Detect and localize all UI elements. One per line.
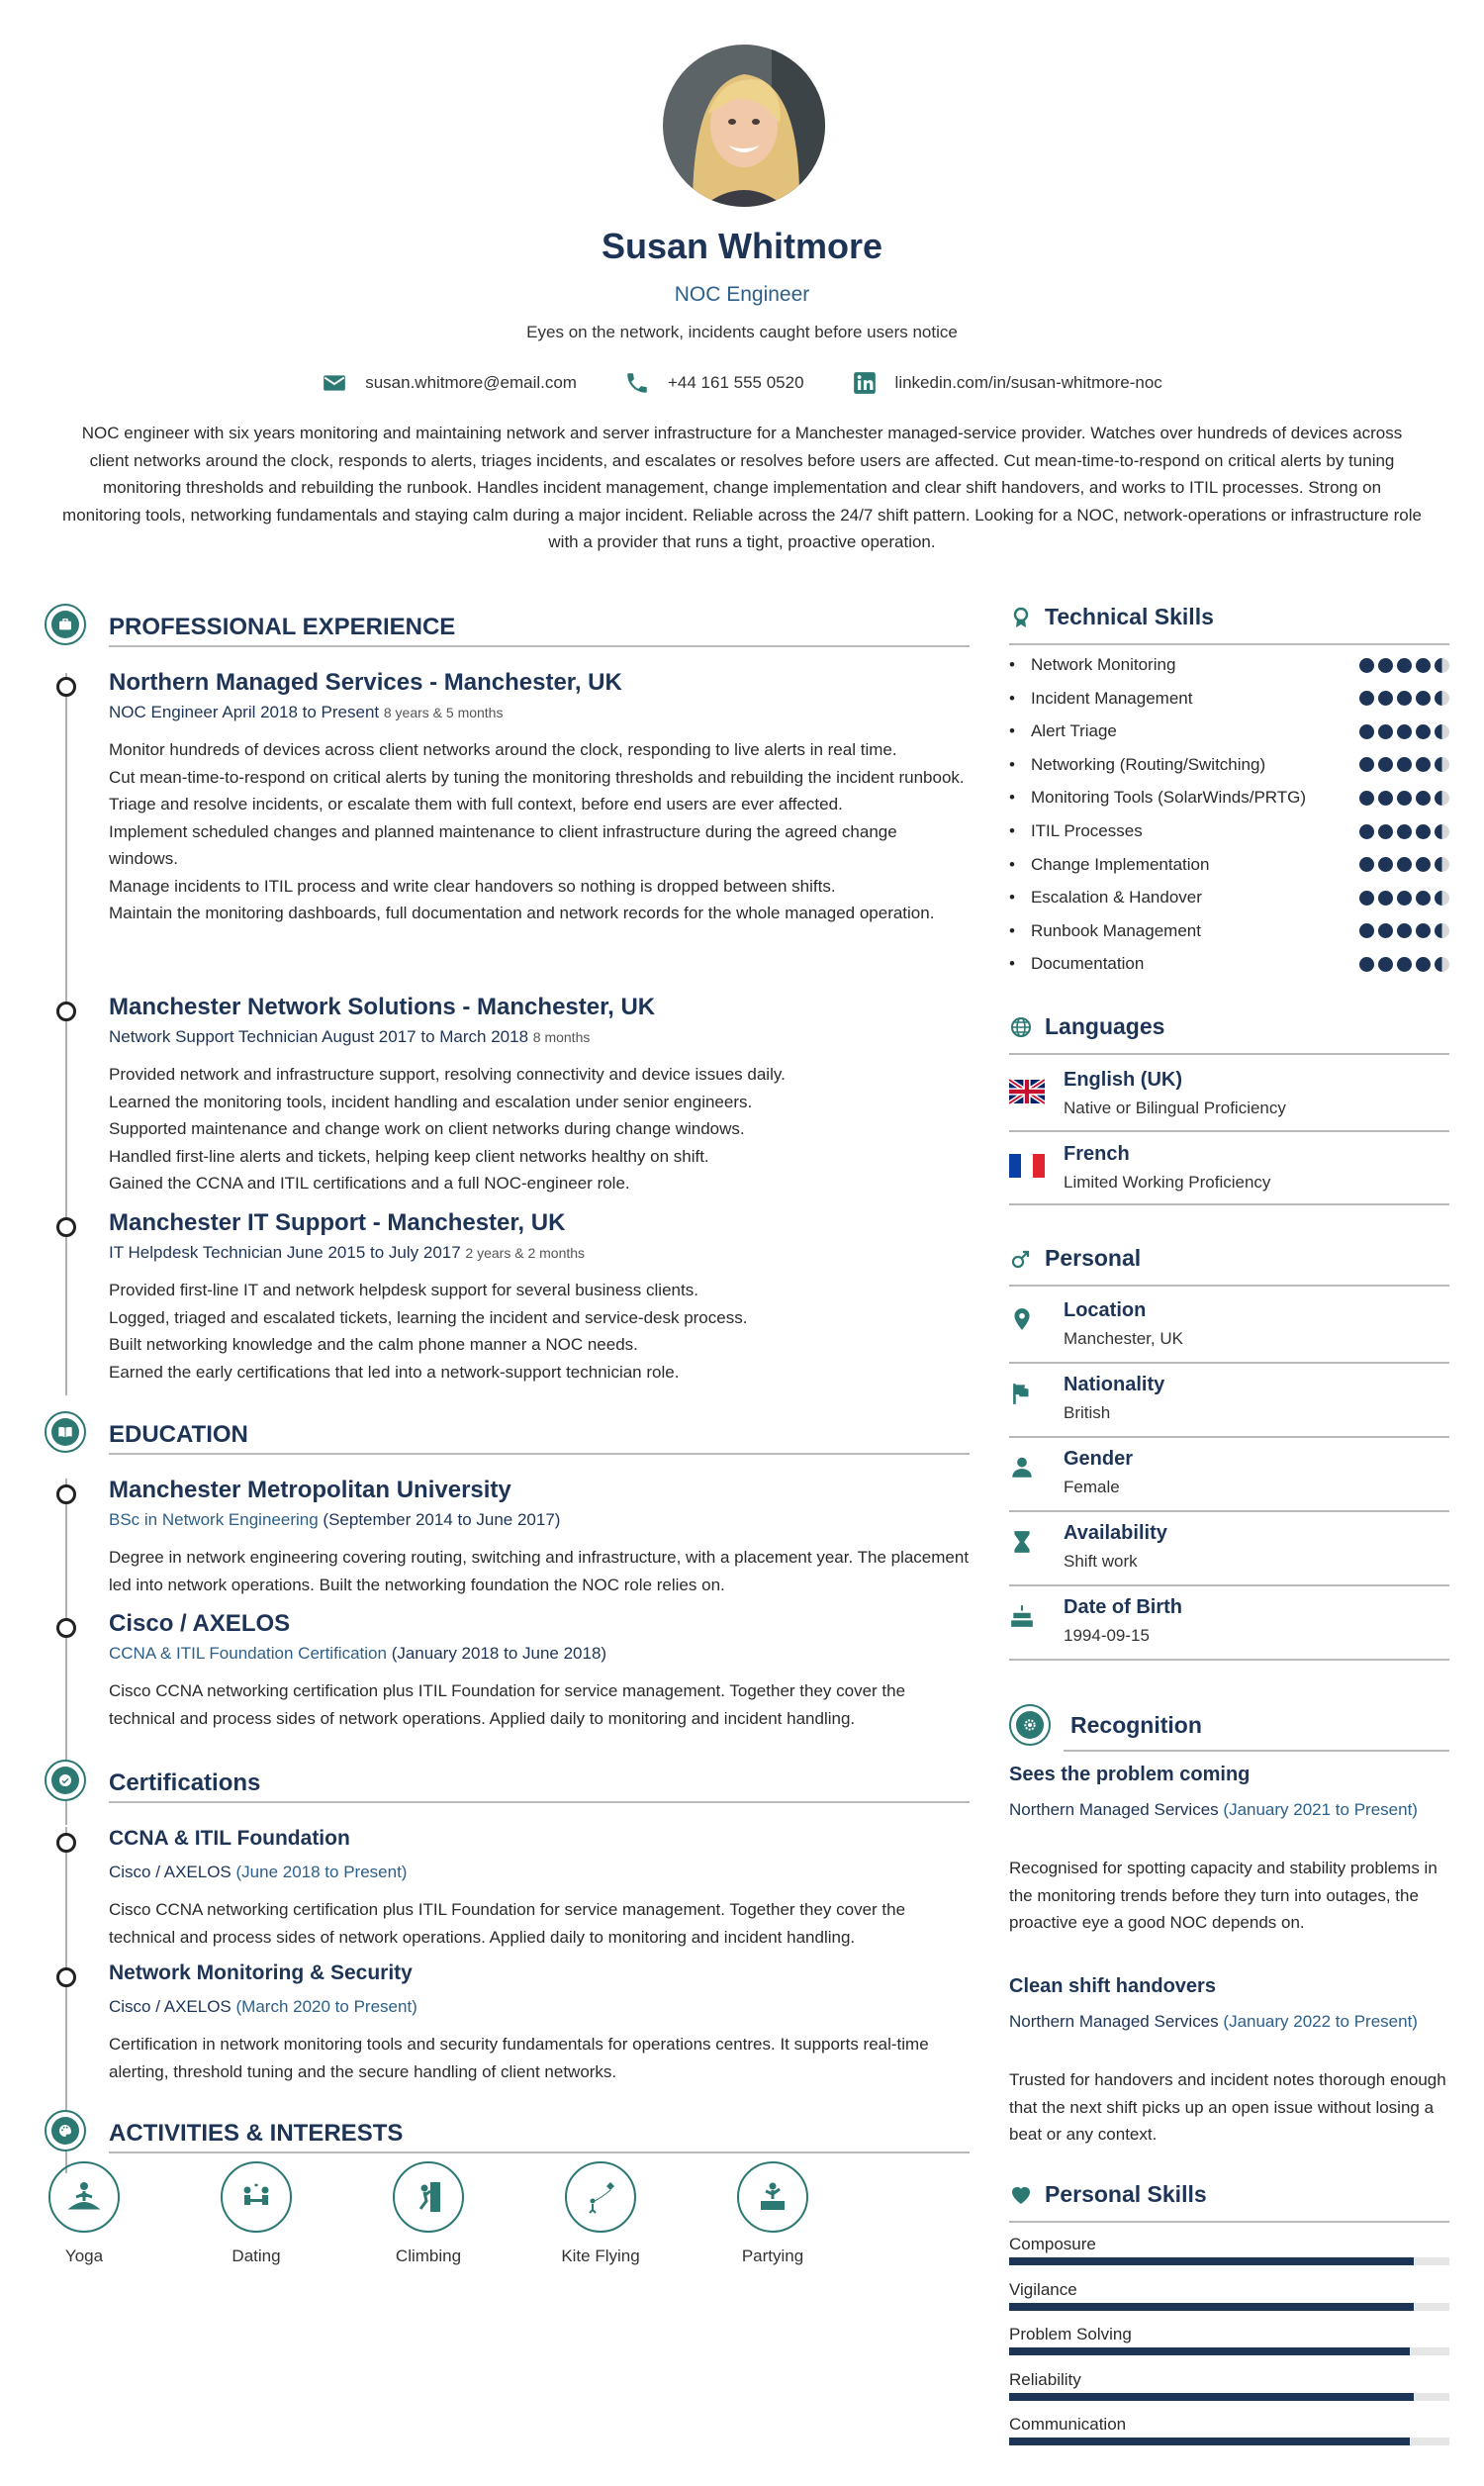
job-description bbox=[109, 1061, 970, 1197]
technical-skill-row bbox=[1009, 689, 1449, 709]
rating-dot bbox=[1359, 691, 1374, 706]
rating-dot bbox=[1416, 824, 1431, 839]
rating-dot bbox=[1378, 891, 1393, 906]
job-line: Learned the monitoring tools, incident handling and escalation under senior engineers. bbox=[109, 1092, 753, 1111]
interest-label: Kite Flying bbox=[561, 2247, 640, 2265]
section-divider bbox=[1009, 1203, 1449, 1205]
education-description: Degree in network engineering covering routing, switching and infrastructure, with a placement year. The placement led into network operations. Built the networking foundation the NOC role relies on. bbox=[109, 1548, 970, 1594]
languages-header bbox=[1009, 1013, 1449, 1040]
party-icon bbox=[753, 2177, 792, 2217]
heart-icon bbox=[1009, 2183, 1033, 2207]
section-divider bbox=[1009, 1659, 1449, 1661]
section-divider bbox=[1064, 1750, 1449, 1752]
rating-dot bbox=[1378, 658, 1393, 673]
section-divider bbox=[1009, 1584, 1449, 1586]
palette-icon bbox=[45, 2110, 86, 2151]
recognition-title: Clean shift handovers bbox=[1009, 1975, 1216, 1997]
uk-flag-icon bbox=[1009, 1079, 1045, 1104]
rating-dot bbox=[1378, 824, 1393, 839]
france-flag-icon bbox=[1009, 1153, 1045, 1179]
interest-label: Yoga bbox=[64, 2247, 104, 2265]
section-divider bbox=[1009, 1053, 1449, 1055]
certification-dates: (March 2020 to Present) bbox=[235, 1997, 417, 2016]
skill-rating bbox=[1359, 857, 1449, 872]
personal-skill-bar bbox=[1009, 2347, 1449, 2355]
section-divider bbox=[1009, 2221, 1449, 2223]
education-heading: EDUCATION bbox=[109, 1421, 248, 1448]
technical-skill-row bbox=[1009, 888, 1449, 908]
yoga-icon bbox=[64, 2177, 104, 2217]
recognition-org: Northern Managed Services bbox=[1009, 2012, 1219, 2031]
profile-summary: NOC engineer with six years monitoring and maintaining network and server infrastructure for a Manchester managed-service provider. Watches over hundreds of devices across client networks around the clock, responds to alerts, triages incidents, and escalates or resolves before users are affected. Cut mean-time-to-respond on critical alerts by tuning monitoring thresholds and rebuilding the runbook. Handles incident management, change implementation and clear shift handovers, and works to ITIL processes. Strong on monitoring tools, networking fundamentals and staying calm during a major incident. Reliable across the 24/7 shift pattern. Looking for a NOC, network-operations or infrastructure role with a provider that runs a tight, proactive operation. bbox=[62, 424, 1422, 551]
skill-rating bbox=[1359, 757, 1449, 772]
technical-skill-row bbox=[1009, 788, 1449, 808]
rating-dot bbox=[1359, 891, 1374, 906]
recognition-org: Northern Managed Services bbox=[1009, 1800, 1219, 1819]
rating-dot bbox=[1378, 857, 1393, 872]
job-line: Maintain the monitoring dashboards, full documentation and network records for the whole managed operation. bbox=[109, 904, 935, 922]
certifications-heading: Certifications bbox=[109, 1769, 261, 1796]
technical-skill-name: • ITIL Processes bbox=[1009, 821, 1143, 841]
personal-skill-name: Reliability bbox=[1009, 2369, 1081, 2389]
section-divider bbox=[109, 1453, 970, 1455]
interest-label: Dating bbox=[232, 2247, 281, 2265]
briefcase-icon bbox=[45, 604, 86, 645]
skill-rating bbox=[1359, 691, 1449, 706]
job-company: Manchester Network Solutions - Manchester, UK bbox=[109, 994, 656, 1020]
rating-dot bbox=[1416, 757, 1431, 772]
job-line: Earned the early certifications that led into a network-support technician role. bbox=[109, 1362, 680, 1382]
cake-icon bbox=[1009, 1603, 1035, 1629]
technical-skill-row bbox=[1009, 755, 1449, 775]
rating-dot bbox=[1378, 791, 1393, 806]
personal-value: British bbox=[1064, 1403, 1111, 1422]
job-line: Triage and resolve incidents, or escalate them with full context, before end users are ever affected. bbox=[109, 795, 843, 813]
personal-skill-name: Vigilance bbox=[1009, 2279, 1077, 2299]
rating-dot bbox=[1416, 891, 1431, 906]
interests-list bbox=[40, 2161, 817, 2266]
job-description bbox=[109, 736, 970, 927]
linkedin-text: linkedin.com/in/susan-whitmore-noc bbox=[894, 373, 1162, 392]
rating-dot bbox=[1397, 857, 1412, 872]
linkedin-icon bbox=[852, 370, 878, 396]
certification-description: Certification in network monitoring tools and security fundamentals for operations centres. It supports real-time alerting, threshold tuning and the secure handling of client networks. bbox=[109, 2035, 929, 2081]
section-divider bbox=[109, 645, 970, 647]
personal-label: Gender bbox=[1064, 1448, 1134, 1470]
gender-icon bbox=[1009, 1247, 1033, 1271]
rating-dot bbox=[1416, 724, 1431, 739]
personal-skill-bar bbox=[1009, 2303, 1449, 2311]
rating-dot bbox=[1416, 691, 1431, 706]
rating-dot bbox=[1359, 923, 1374, 938]
recognition-title: Sees the problem coming bbox=[1009, 1764, 1251, 1785]
rating-dot bbox=[1359, 824, 1374, 839]
job-duration: 8 years & 5 months bbox=[383, 705, 504, 720]
job-description bbox=[109, 1277, 970, 1386]
technical-skill-name: • Escalation & Handover bbox=[1009, 888, 1202, 908]
award-icon bbox=[1009, 606, 1033, 629]
rating-dot bbox=[1359, 791, 1374, 806]
flag-icon bbox=[1009, 1381, 1035, 1406]
degree-name: BSc in Network Engineering bbox=[109, 1510, 319, 1529]
certification-description: Cisco CCNA networking certification plus ITIL Foundation for service management. Together they cover the technical and process sides of network operations. Applied daily to monitoring and incident handling. bbox=[109, 1900, 906, 1947]
job-dates: April 2018 to Present bbox=[222, 703, 380, 721]
rating-dot bbox=[1359, 658, 1374, 673]
recognition-heading: Recognition bbox=[1070, 1711, 1202, 1738]
rating-dot bbox=[1397, 658, 1412, 673]
section-divider bbox=[109, 2151, 970, 2153]
badge-check-icon bbox=[45, 1760, 86, 1801]
rating-dot bbox=[1435, 658, 1449, 673]
recognition-dates: (January 2021 to Present) bbox=[1223, 1800, 1418, 1819]
timeline-dot bbox=[56, 1217, 76, 1237]
rating-dot bbox=[1359, 724, 1374, 739]
personal-skill-bar bbox=[1009, 2438, 1449, 2445]
email-icon bbox=[322, 370, 347, 396]
personal-skill-fill bbox=[1009, 2393, 1414, 2401]
job-duration: 2 years & 2 months bbox=[465, 1245, 586, 1261]
job-role-line bbox=[109, 703, 503, 722]
timeline-dot bbox=[56, 1833, 76, 1853]
rating-dot bbox=[1378, 724, 1393, 739]
degree-name: CCNA & ITIL Foundation Certification bbox=[109, 1644, 387, 1663]
section-divider bbox=[109, 1801, 970, 1803]
technical-skill-name: • Change Implementation bbox=[1009, 855, 1209, 875]
rating-dot bbox=[1359, 857, 1374, 872]
recognition-org-line bbox=[1009, 2009, 1449, 2035]
job-title: NOC Engineer bbox=[674, 283, 810, 306]
personal-header bbox=[1009, 1245, 1449, 1272]
skill-rating bbox=[1359, 957, 1449, 972]
personal-label: Date of Birth bbox=[1064, 1596, 1182, 1618]
languages-heading: Languages bbox=[1045, 1013, 1165, 1039]
technical-skill-row bbox=[1009, 821, 1449, 841]
skill-rating bbox=[1359, 891, 1449, 906]
rating-dot bbox=[1397, 824, 1412, 839]
technical-skill-name: • Networking (Routing/Switching) bbox=[1009, 755, 1265, 775]
job-line: Provided network and infrastructure support, resolving connectivity and device issues daily. bbox=[109, 1065, 786, 1084]
certification-name: CCNA & ITIL Foundation bbox=[109, 1827, 350, 1850]
skill-rating bbox=[1359, 658, 1449, 673]
timeline-dot bbox=[56, 1484, 76, 1504]
technical-skill-row bbox=[1009, 721, 1449, 741]
job-line: Monitor hundreds of devices across client networks around the clock, responding to live alerts in real time. bbox=[109, 740, 897, 759]
school-name: Cisco / AXELOS bbox=[109, 1610, 291, 1637]
tagline: Eyes on the network, incidents caught before users notice bbox=[526, 323, 958, 341]
job-line: Built networking knowledge and the calm phone manner a NOC needs. bbox=[109, 1335, 638, 1354]
personal-skills-header bbox=[1009, 2181, 1449, 2208]
timeline-dot bbox=[56, 1002, 76, 1021]
avatar bbox=[663, 45, 825, 207]
certification-name: Network Monitoring & Security bbox=[109, 1961, 413, 1984]
technical-skill-name: • Alert Triage bbox=[1009, 721, 1117, 741]
rating-dot bbox=[1397, 757, 1412, 772]
book-icon bbox=[45, 1411, 86, 1453]
rating-dot bbox=[1397, 791, 1412, 806]
personal-label: Availability bbox=[1064, 1522, 1167, 1544]
timeline-dot bbox=[56, 677, 76, 697]
degree-dates: (January 2018 to June 2018) bbox=[391, 1644, 607, 1663]
technical-skill-row bbox=[1009, 921, 1449, 941]
certification-issuer: Cisco / AXELOS bbox=[109, 1863, 232, 1881]
rating-dot bbox=[1435, 957, 1449, 972]
certification-issuer-line bbox=[109, 1863, 407, 1882]
school-name: Manchester Metropolitan University bbox=[109, 1477, 511, 1503]
recognition-org-line bbox=[1009, 1797, 1449, 1823]
language-level: Native or Bilingual Proficiency bbox=[1064, 1099, 1286, 1117]
recognition-dates: (January 2022 to Present) bbox=[1223, 2012, 1418, 2031]
certification-issuer-line bbox=[109, 1997, 417, 2017]
recognition-description: Trusted for handovers and incident notes thorough enough that the next shift picks up an open issue without losing a beat or any context. bbox=[1009, 2070, 1446, 2144]
contact-bar bbox=[0, 370, 1484, 396]
personal-label: Location bbox=[1064, 1299, 1147, 1321]
degree-line bbox=[109, 1644, 606, 1664]
rating-dot bbox=[1397, 724, 1412, 739]
interest-label: Partying bbox=[741, 2247, 804, 2265]
timeline-dot bbox=[56, 1618, 76, 1638]
technical-skills-heading: Technical Skills bbox=[1045, 604, 1214, 629]
job-line: Handled first-line alerts and tickets, helping keep client networks healthy on shift. bbox=[109, 1146, 709, 1166]
rating-dot bbox=[1378, 957, 1393, 972]
rating-dot bbox=[1378, 923, 1393, 938]
degree-line bbox=[109, 1510, 560, 1530]
experience-timeline bbox=[65, 673, 67, 1395]
personal-skill-bar bbox=[1009, 2393, 1449, 2401]
personal-value: Manchester, UK bbox=[1064, 1329, 1183, 1348]
language-name: French bbox=[1064, 1143, 1130, 1165]
rating-dot bbox=[1397, 923, 1412, 938]
candidate-name: Susan Whitmore bbox=[601, 226, 883, 266]
contact-email[interactable] bbox=[322, 370, 577, 396]
technical-skill-name: • Monitoring Tools (SolarWinds/PRTG) bbox=[1009, 788, 1306, 808]
contact-linkedin[interactable] bbox=[852, 370, 1162, 396]
interest-item bbox=[556, 2161, 645, 2266]
job-role: IT Helpdesk Technician bbox=[109, 1243, 283, 1262]
job-role-line bbox=[109, 1243, 585, 1263]
experience-heading: PROFESSIONAL EXPERIENCE bbox=[109, 614, 456, 640]
personal-skill-fill bbox=[1009, 2303, 1414, 2311]
job-company: Manchester IT Support - Manchester, UK bbox=[109, 1209, 566, 1236]
skill-rating bbox=[1359, 923, 1449, 938]
contact-phone[interactable] bbox=[624, 370, 804, 396]
job-line: Supported maintenance and change work on client networks during change windows. bbox=[109, 1119, 745, 1138]
section-divider bbox=[1009, 1362, 1449, 1364]
job-line: Implement scheduled changes and planned maintenance to client infrastructure during the agreed change windows. bbox=[109, 821, 897, 868]
job-dates: August 2017 to March 2018 bbox=[322, 1027, 529, 1046]
timeline-dot bbox=[56, 1967, 76, 1987]
certification-dates: (June 2018 to Present) bbox=[235, 1863, 408, 1881]
gear-badge-icon bbox=[1009, 1704, 1051, 1746]
technical-skill-name: • Runbook Management bbox=[1009, 921, 1201, 941]
phone-icon bbox=[624, 370, 650, 396]
rating-dot bbox=[1435, 691, 1449, 706]
technical-skill-row bbox=[1009, 954, 1449, 974]
rating-dot bbox=[1435, 724, 1449, 739]
rating-dot bbox=[1416, 923, 1431, 938]
email-text: susan.whitmore@email.com bbox=[365, 373, 577, 392]
job-role-line bbox=[109, 1027, 590, 1047]
job-duration: 8 months bbox=[532, 1029, 591, 1045]
globe-icon bbox=[1009, 1015, 1033, 1039]
recognition-description: Recognised for spotting capacity and stability problems in the monitoring trends before they turn into outages, the proactive eye a good NOC depends on. bbox=[1009, 1859, 1438, 1932]
rating-dot bbox=[1397, 957, 1412, 972]
map-pin-icon bbox=[1009, 1306, 1035, 1332]
section-divider bbox=[1009, 1130, 1449, 1132]
personal-skill-fill bbox=[1009, 2257, 1414, 2265]
rating-dot bbox=[1416, 957, 1431, 972]
technical-skill-row bbox=[1009, 655, 1449, 675]
rating-dot bbox=[1435, 923, 1449, 938]
interest-item bbox=[384, 2161, 473, 2266]
rating-dot bbox=[1397, 891, 1412, 906]
rating-dot bbox=[1397, 691, 1412, 706]
personal-heading: Personal bbox=[1045, 1245, 1142, 1271]
rating-dot bbox=[1435, 891, 1449, 906]
personal-value: Shift work bbox=[1064, 1552, 1138, 1571]
language-name: English (UK) bbox=[1064, 1069, 1182, 1091]
technical-skill-row bbox=[1009, 855, 1449, 875]
phone-text: +44 161 555 0520 bbox=[667, 373, 804, 392]
rating-dot bbox=[1378, 691, 1393, 706]
job-line: Logged, triaged and escalated tickets, learning the incident and service-desk process. bbox=[109, 1307, 748, 1327]
kite-icon bbox=[581, 2177, 620, 2217]
rating-dot bbox=[1416, 857, 1431, 872]
climbing-icon bbox=[409, 2177, 448, 2217]
section-divider bbox=[1009, 643, 1449, 645]
hourglass-icon bbox=[1009, 1529, 1035, 1555]
personal-value: Female bbox=[1064, 1478, 1120, 1496]
recognition-header bbox=[1009, 1704, 1449, 1746]
interest-item bbox=[212, 2161, 301, 2266]
technical-skill-name: • Network Monitoring bbox=[1009, 655, 1175, 675]
interest-item bbox=[728, 2161, 817, 2266]
technical-skill-name: • Documentation bbox=[1009, 954, 1144, 974]
section-divider bbox=[1009, 1510, 1449, 1512]
rating-dot bbox=[1359, 757, 1374, 772]
activities-heading: ACTIVITIES & INTERESTS bbox=[109, 2120, 404, 2147]
education-description: Cisco CCNA networking certification plus ITIL Foundation for service management. Together they cover the technical and process sides of network operations. Applied daily to monitoring and incident handling. bbox=[109, 1681, 906, 1728]
rating-dot bbox=[1435, 824, 1449, 839]
skill-rating bbox=[1359, 824, 1449, 839]
person-icon bbox=[1009, 1455, 1035, 1481]
skill-rating bbox=[1359, 791, 1449, 806]
personal-skill-name: Problem Solving bbox=[1009, 2325, 1132, 2343]
technical-skills-header bbox=[1009, 604, 1449, 630]
rating-dot bbox=[1416, 658, 1431, 673]
interest-label: Climbing bbox=[395, 2247, 462, 2265]
job-role: NOC Engineer bbox=[109, 703, 219, 721]
rating-dot bbox=[1435, 791, 1449, 806]
personal-skill-fill bbox=[1009, 2438, 1410, 2445]
job-line: Manage incidents to ITIL process and write clear handovers so nothing is dropped between shifts. bbox=[109, 876, 836, 896]
personal-label: Nationality bbox=[1064, 1374, 1165, 1395]
technical-skill-name: • Incident Management bbox=[1009, 689, 1192, 709]
job-line: Provided first-line IT and network helpdesk support for several business clients. bbox=[109, 1281, 698, 1299]
dating-icon bbox=[236, 2177, 276, 2217]
personal-skills-heading: Personal Skills bbox=[1045, 2181, 1207, 2207]
job-line: Cut mean-time-to-respond on critical alerts by tuning the monitoring thresholds and rebuilding the incident runbook. bbox=[109, 767, 965, 787]
personal-skill-name: Composure bbox=[1009, 2235, 1096, 2253]
skill-rating bbox=[1359, 724, 1449, 739]
job-role: Network Support Technician bbox=[109, 1027, 319, 1046]
interest-item bbox=[40, 2161, 129, 2266]
certification-issuer: Cisco / AXELOS bbox=[109, 1997, 232, 2016]
personal-skill-bar bbox=[1009, 2257, 1449, 2265]
rating-dot bbox=[1359, 957, 1374, 972]
language-level: Limited Working Proficiency bbox=[1064, 1173, 1271, 1192]
rating-dot bbox=[1416, 791, 1431, 806]
section-divider bbox=[1009, 1285, 1449, 1287]
job-dates: June 2015 to July 2017 bbox=[286, 1243, 461, 1262]
rating-dot bbox=[1378, 757, 1393, 772]
degree-dates: (September 2014 to June 2017) bbox=[323, 1510, 561, 1529]
personal-value: 1994-09-15 bbox=[1064, 1626, 1150, 1645]
section-divider bbox=[1009, 1436, 1449, 1438]
personal-skill-name: Communication bbox=[1009, 2415, 1127, 2434]
job-company: Northern Managed Services - Manchester, UK bbox=[109, 669, 622, 696]
rating-dot bbox=[1435, 757, 1449, 772]
rating-dot bbox=[1435, 857, 1449, 872]
job-line: Gained the CCNA and ITIL certifications and a full NOC-engineer role. bbox=[109, 1174, 630, 1193]
personal-skill-fill bbox=[1009, 2347, 1410, 2355]
